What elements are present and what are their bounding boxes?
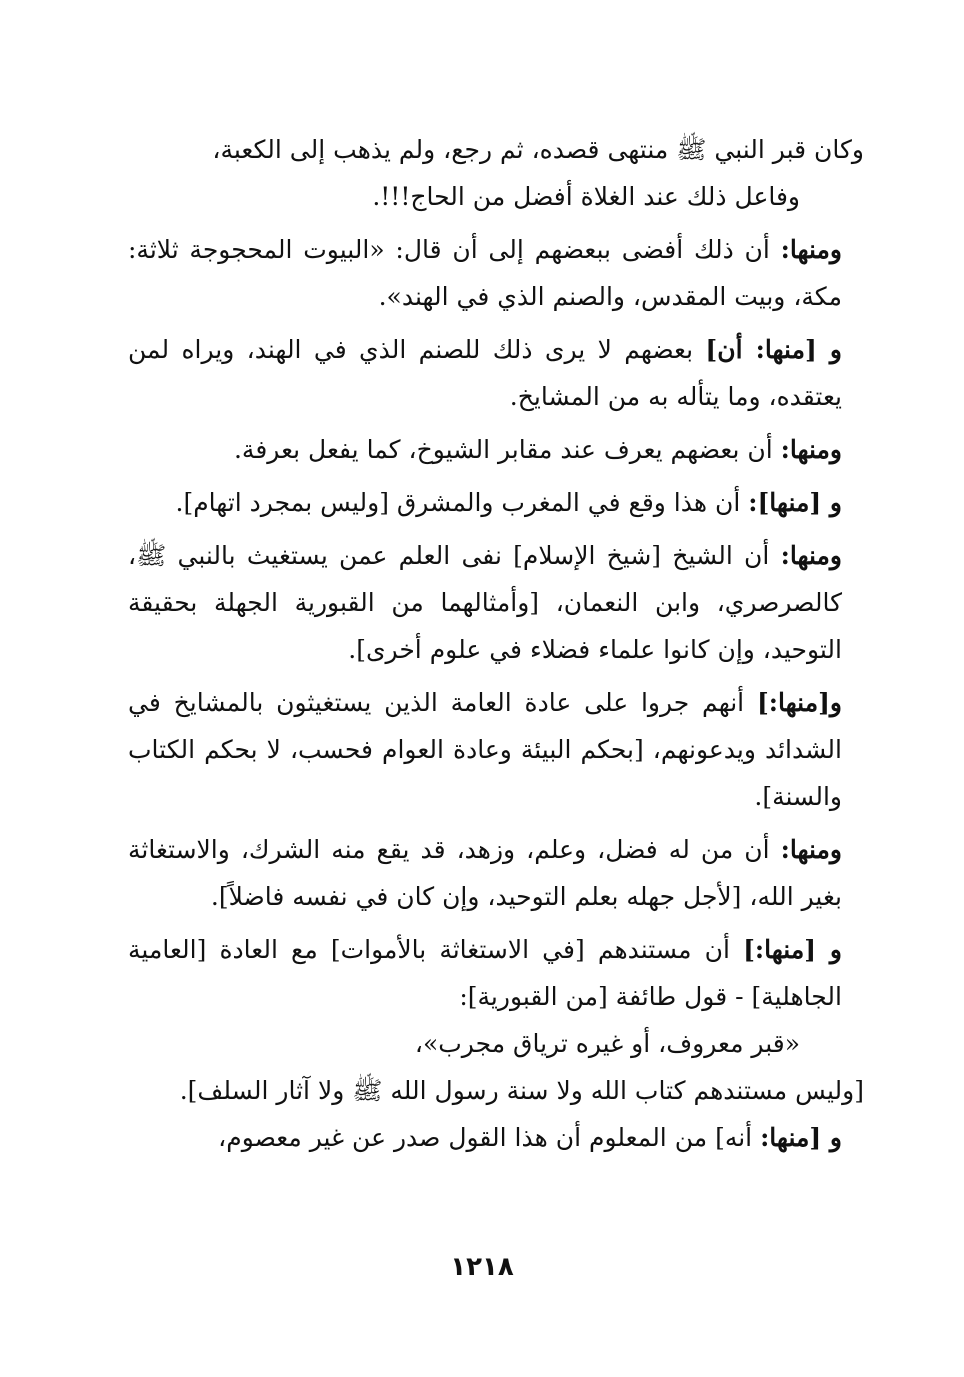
paragraph-lead: ومنها: <box>780 435 842 464</box>
paragraph <box>128 826 864 920</box>
paragraph-text: وفاعل ذلك عند الغلاة أفضل من الحاج!!!. <box>372 182 800 211</box>
paragraph-lead: ومنها: <box>780 235 842 264</box>
paragraph-text: بعضهم لا يرى ذلك للصنم الذي في الهند، ويراه لمن يعتقده، وما يتأله به من المشايخ. <box>128 335 842 411</box>
paragraph-lead: ومنها: <box>780 835 842 864</box>
paragraph-text: أن من له فضل، وعلم، وزهد، قد يقع منه الشرك، والاستغاثة بغير الله، [لأجل جهله بعلم التوحيد، وإن كان في نفسه فاضلاً]. <box>128 835 842 911</box>
paragraph <box>128 326 864 420</box>
paragraph-text: أن ذلك أفضى ببعضهم إلى أن قال: «البيوت المحجوجة ثلاثة: مكة، وبيت المقدس، والصنم الذي في الهند». <box>128 235 842 311</box>
paragraph-text: وكان قبر النبي ﷺ منتهى قصده، ثم رجع، ولم يذهب إلى الكعبة، <box>212 135 864 164</box>
paragraph <box>128 173 864 220</box>
paragraph <box>128 532 864 673</box>
quotation-text: «قبر معروف، أو غيره ترياق مجرب»، <box>414 1029 800 1058</box>
paragraph <box>128 126 864 173</box>
paragraph-text: أن بعضهم يعرف عند مقابر الشيوخ، كما يفعل بعرفة. <box>233 435 781 464</box>
paragraph-text: أن مستندهم [في الاستغاثة بالأموات] مع العادة [العامية الجاهلية] - قول طائفة [من القبورية]: <box>128 935 842 1011</box>
paragraph <box>128 226 864 320</box>
paragraph-text: أنهم جروا على عادة العامة الذين يستغيثون بالمشايخ في الشدائد ويدعونهم، [بحكم البيئة وعادة العوام فحسب، لا بحكم الكتاب والسنة]. <box>128 688 842 811</box>
page-number: ١٢١٨ <box>450 1252 514 1282</box>
paragraph-lead: و [منها: أن] <box>705 335 842 364</box>
quotation <box>128 1020 864 1067</box>
paragraph-lead: و [منها:] <box>743 935 842 964</box>
paragraph <box>128 679 864 820</box>
paragraph <box>128 479 864 526</box>
paragraph-text: أنه] من المعلوم أن هذا القول صدر عن غير معصوم، <box>218 1123 761 1152</box>
paragraph <box>128 1067 864 1114</box>
paragraph <box>128 926 864 1020</box>
paragraph-lead: و[منها:] <box>756 688 842 717</box>
paragraph-text: أن الشيخ [شيخ الإسلام] نفى العلم عمن يستغيث بالنبي ﷺ، كالصرصري، وابن النعمان، [وأمثالهما من القبورية الجهلة بحقيقة التوحيد، وإن كانوا علماء فضلاء في علوم أخرى]. <box>128 541 842 664</box>
paragraph-text: أن هذا وقع في المغرب والمشرق [وليس بمجرد اتهام]. <box>175 488 749 517</box>
paragraph-text: [وليس مستندهم كتاب الله ولا سنة رسول الله ﷺ ولا آثار السلف]. <box>179 1076 864 1105</box>
paragraph-lead: و [منها]: <box>748 488 842 517</box>
paragraph-lead: و [منها: <box>760 1123 842 1152</box>
paragraph <box>128 426 864 473</box>
paragraph-lead: ومنها: <box>780 541 842 570</box>
paragraph <box>128 1114 864 1161</box>
body-text <box>128 126 864 1161</box>
